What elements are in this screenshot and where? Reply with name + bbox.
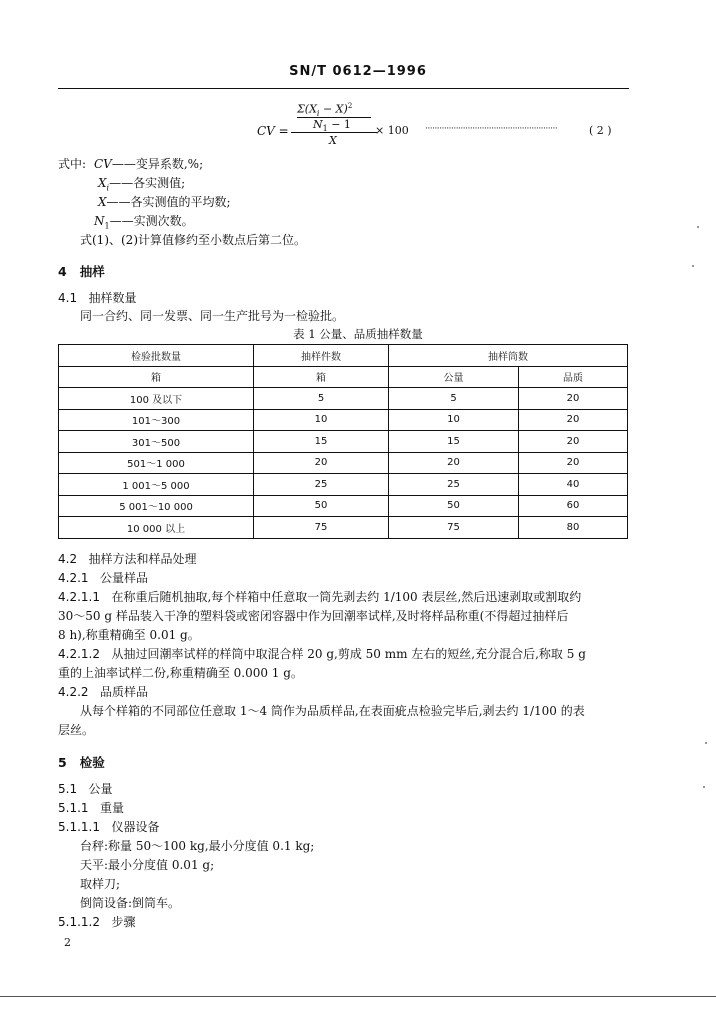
formula-outer-denominator: X — [329, 134, 337, 147]
clause-4-2-1-heading: 4.2.1 公量样品 — [58, 571, 149, 585]
header-sample-count: 抽样件数 — [254, 345, 389, 367]
clause-5-1-1-1-heading: 5.1.1.1 仪器设备 — [58, 820, 160, 834]
formula-multiplier: × 100 — [375, 124, 409, 137]
header-quality: 品质 — [519, 366, 628, 388]
table-row: 5 001～10 000 50 50 60 — [59, 495, 628, 517]
clause-4-2-2-heading: 4.2.2 品质样品 — [58, 685, 149, 699]
clause-4-2-2-line-1: 从每个样箱的不同部位任意取 1～4 筒作为品质样品,在表面疵点检验完毕后,剥去约 1/100 的表 — [80, 704, 585, 718]
rounding-note: 式(1)、(2)计算值修约至小数点后第二位。 — [80, 233, 306, 247]
table-1-caption: 表 1 公量、品质抽样数量 — [293, 327, 423, 341]
table-row: 1 001～5 000 25 25 40 — [59, 474, 628, 496]
header-lot-quantity: 检验批数量 — [59, 345, 254, 367]
clause-4-2-1-1-line-3: 8 h),称重精确至 0.01 g。 — [58, 628, 200, 642]
clause-4-1-heading: 4.1 抽样数量 — [58, 291, 137, 305]
header-conditioned-weight: 公量 — [389, 366, 519, 388]
clause-4-2-2-line-2: 层丝。 — [58, 723, 95, 737]
section-5-heading: 5 检验 — [58, 755, 105, 770]
clause-4-2-1-1-line-2: 30～50 g 样品装入干净的塑料袋或密闭容器中作为回潮率试样,及时将样品称重(不得超过抽样后 — [58, 609, 569, 623]
clause-4-2-1-2-line-1: 4.2.1.2 从抽过回潮率试样的样筒中取混合样 20 g,剪成 50 mm 左右的短丝,充分混合后,称取 5 g — [58, 647, 586, 661]
scan-speck — [692, 265, 694, 267]
formula-leader-dots: ························································ — [425, 124, 558, 134]
where-item-xi: $X_i——$各实测值; — [98, 176, 186, 193]
section-4-heading: 4 抽样 — [58, 264, 105, 279]
standard-number-header: SN/T 0612—1996 — [289, 64, 427, 79]
header-rule — [58, 88, 629, 89]
outer-fraction-bar — [291, 132, 377, 133]
clause-5-1-1-heading: 5.1.1 重量 — [58, 801, 125, 815]
equation-number: ( 2 ) — [589, 124, 612, 137]
header-sample-unit: 箱 — [254, 366, 389, 388]
clause-4-2-1-2-line-2: 重的上油率试样二份,称重精确至 0.000 1 g。 — [58, 666, 303, 680]
equipment-item: 倒筒设备:倒筒车。 — [80, 896, 181, 910]
clause-4-1-text: 同一合约、同一发票、同一生产批号为一检验批。 — [80, 309, 345, 323]
table-row: 10 000 以上 75 75 80 — [59, 517, 628, 539]
scan-edge-line — [0, 996, 716, 997]
scan-speck — [705, 742, 707, 744]
clause-5-1-heading: 5.1 公量 — [58, 782, 113, 796]
header-lot-unit: 箱 — [59, 366, 254, 388]
cv-formula — [255, 102, 635, 162]
formula-lhs: CV = — [257, 124, 289, 138]
where-item-n1: $N_1——$实测次数。 — [94, 214, 194, 231]
page-number: 2 — [64, 936, 71, 949]
table-row: 301～500 15 15 20 — [59, 431, 628, 453]
table-row: 501～1 000 20 20 20 — [59, 452, 628, 474]
equipment-item: 台秤:称量 50～100 kg,最小分度值 0.1 kg; — [80, 839, 315, 853]
scan-speck — [703, 786, 705, 788]
clause-4-2-1-1-line-1: 4.2.1.1 在称重后随机抽取,每个样箱中任意取一筒先剥去约 1/100 表层丝,然后迅速剥取或割取约 — [58, 590, 582, 604]
formula-numerator: $\Sigma(X_i - X)^2$ — [297, 102, 353, 118]
where-intro: 式中: — [58, 157, 87, 171]
equipment-item: 天平:最小分度值 0.01 g; — [80, 858, 215, 872]
equipment-item: 取样刀; — [80, 877, 121, 891]
where-item-cv: CV——变异系数,%; — [94, 157, 204, 171]
scan-speck — [697, 226, 699, 228]
table-row: 101～300 10 10 20 — [59, 409, 628, 431]
table-row: 100 及以下 5 5 20 — [59, 388, 628, 410]
clause-4-2-heading: 4.2 抽样方法和样品处理 — [58, 552, 197, 566]
formula-inner-denominator: $N_1 - 1$ — [313, 118, 351, 134]
sampling-table — [58, 344, 628, 539]
where-item-x: X——各实测值的平均数; — [98, 195, 231, 209]
clause-5-1-1-2-heading: 5.1.1.2 步骤 — [58, 915, 136, 929]
header-tube-count: 抽样筒数 — [389, 345, 628, 367]
